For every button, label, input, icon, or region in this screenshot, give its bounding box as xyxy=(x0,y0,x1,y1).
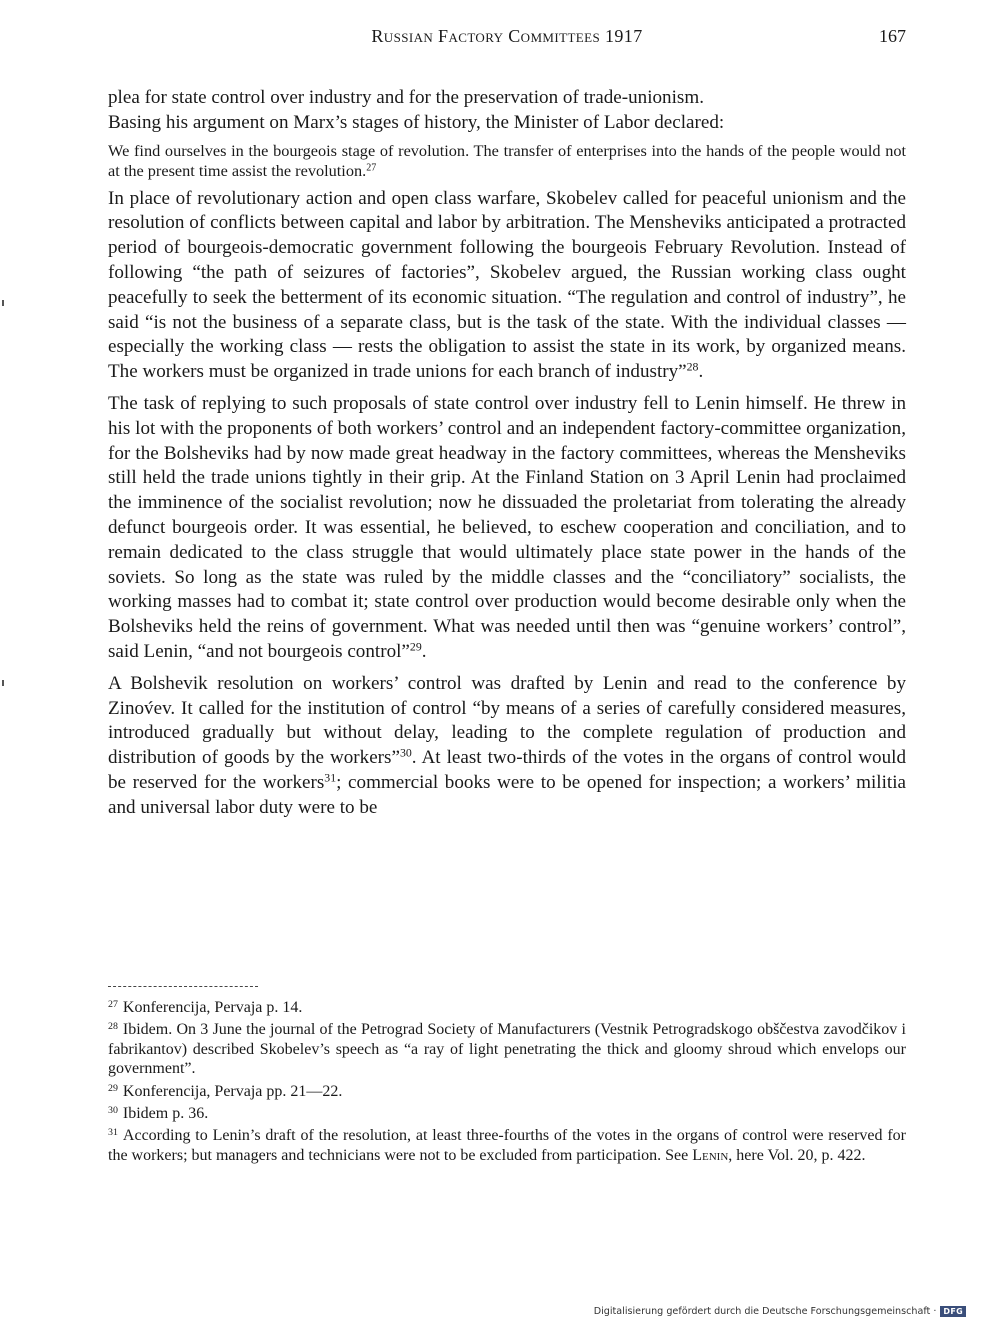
footnote-text: Konferencija, Pervaja p. 14. xyxy=(122,999,303,1016)
paragraph-text: . xyxy=(421,640,427,662)
margin-mark xyxy=(2,300,4,306)
footnotes xyxy=(108,998,906,1165)
paragraph-text: . At least two-thirds of the votes in the organs of control would be reserved for the workers xyxy=(108,747,906,793)
footnote xyxy=(108,1020,906,1078)
footnote xyxy=(108,1082,906,1101)
paragraph-text: A Bolshevik resolution on workers’ control was drafted by Lenin and read to the conference by Zinov́ev. It called for the institution of control “by means of a series of carefully considered measures, introduced gradually but without delay, leading to the complete regulation of production and distribution of goods by the workers” xyxy=(108,672,906,769)
paragraph-continuation xyxy=(108,86,906,136)
paragraph-text: The task of replying to such proposals of state control over industry fell to Lenin himself. He threw in his lot with the proponents of both workers’ control and an independent factory-committee organization, for the Bolsheviks had by now made great headway in the factory committees, whereas the Mensheviks still held the trade unions tightly in their grip. At the Finland Station on 3 April Lenin had proclaimed the imminence of the socialist revolution; now he dissuaded the proletariat from tolerating the already defunct bourgeois order. It was essential, he believed, to eschew cooperation and conciliation, and to remain dedicated to the class struggle that would ultimately place state power in the hands of the soviets. So long as the state was ruled by the middle classes and the “conciliatory” socialists, the working masses had to combat it; state control over production would become desirable only when the Bolsheviks held the reins of government. What was needed until then was “genuine workers’ control”, said Lenin, “and not bourgeois control” xyxy=(108,392,906,662)
footnote-ref[interactable]: 29 xyxy=(409,639,422,654)
footnote-number: 28 xyxy=(108,1021,118,1033)
footnote-text: , here Vol. 20, p. 422. xyxy=(728,1146,866,1164)
footnote-number: 29 xyxy=(108,1082,118,1094)
footnote-ref[interactable]: 28 xyxy=(686,359,699,374)
author-name: Lenin xyxy=(692,1146,729,1164)
paragraph-text: . xyxy=(698,361,704,383)
footnote-text: Ibidem p. 36. xyxy=(122,1105,209,1123)
footnote-text: Konferencija, Pervaja pp. 21—22. xyxy=(122,1082,343,1100)
main-text xyxy=(108,86,906,821)
credit-text: Digitalisierung gefördert durch die Deutsche Forschungsgemeinschaft · xyxy=(593,1306,937,1317)
paragraph-lenin xyxy=(108,392,906,665)
footnote-text: Ibidem. On 3 June the journal of the Petrograd Society of Manufacturers (Vestnik Petrogradskogo obščestva zavodčikov i fabrikantov) described Skobelev’s speech as “a ray of light penetrating the thick and gloomy shroud which envelops our government”. xyxy=(108,1021,906,1078)
quote-text: We find ourselves in the bourgeois stage of revolution. The transfer of enterprises into the hands of the people would not at the present time assist the revolution. xyxy=(108,140,906,180)
footnote-text: According to Lenin’s draft of the resolution, at least three-fourths of the votes in the organs of control were reserved for the workers; but managers and technicians were not to be excluded from participation. See xyxy=(108,1127,906,1164)
paragraph-text: In place of revolutionary action and open class warfare, Skobelev called for peaceful unionism and the resolution of conflicts between capital and labor by arbitration. The Mensheviks anticipated a protracted period of bourgeois-democratic government following the bourgeois February Revolution. Instead of following “the path of seizures of factories”, Skobelev argued, the Russian working class ought peacefully to seek the betterment of its economic situation. “The regulation and control of industry”, he said “is not the business of a separate class, but is the task of the state. With the individual classes — especially the working class — rests the obligation to assist the state in its work, by organized means. The workers must be organized in trade unions for each branch of industry” xyxy=(108,187,906,383)
text-line: Basing his argument on Marx’s stages of history, the Minister of Labor declared: xyxy=(108,111,725,133)
digitization-credit xyxy=(594,1306,966,1317)
footnote xyxy=(108,1104,906,1123)
footnote-number: 30 xyxy=(108,1105,118,1117)
dfg-logo: DFG xyxy=(940,1306,966,1317)
footnote xyxy=(108,998,906,1017)
footnote-number: 27 xyxy=(108,999,118,1011)
footnote-number: 31 xyxy=(108,1127,118,1139)
margin-mark xyxy=(2,680,4,686)
running-header xyxy=(108,26,906,52)
footnote-ref[interactable]: 30 xyxy=(399,745,412,760)
footnote-rule xyxy=(108,986,258,987)
footnote-ref[interactable]: 31 xyxy=(324,770,337,785)
paragraph-skobelev xyxy=(108,187,906,385)
text-line: plea for state control over industry and for the preservation of trade-unionism. xyxy=(108,87,704,108)
footnote xyxy=(108,1126,906,1165)
paragraph-text: ; commercial books were to be opened for inspection; a workers’ militia and universal labor duty were to be xyxy=(108,771,906,818)
block-quote xyxy=(108,141,906,181)
page-number: 167 xyxy=(879,26,906,46)
running-title: Russian Factory Committees 1917 xyxy=(371,26,643,46)
footnote-ref[interactable]: 27 xyxy=(366,162,377,174)
paragraph-resolution xyxy=(108,672,906,821)
